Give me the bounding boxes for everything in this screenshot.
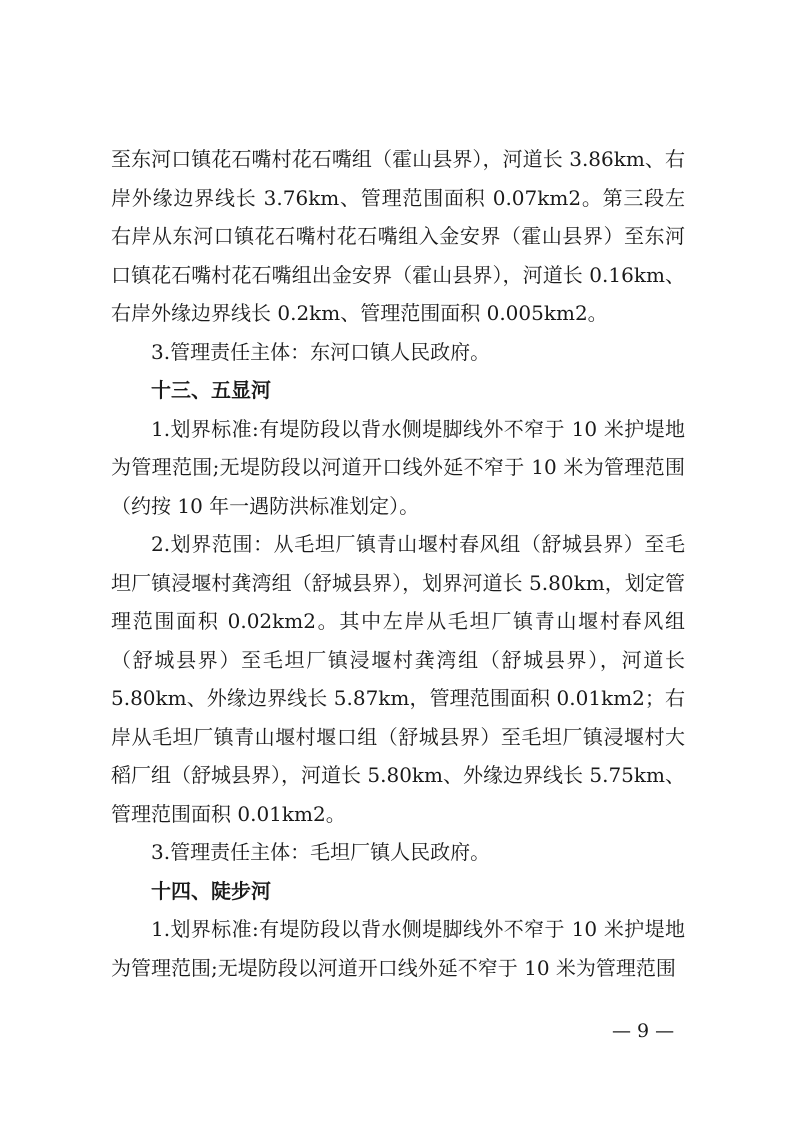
paragraph-responsibility-13-prev: 3.管理责任主体：东河口镇人民政府。 <box>151 339 491 364</box>
page-number: — 9 — <box>612 1020 675 1042</box>
paragraph-demarcation-standard: 1.划界标准:有堤防段以背水侧堤脚线外不窄于 10 米护堤地为管理范围;无堤防段以河道开口线外延不窄于 10 米为管理范围（约按 10 年一遇防洪标准划定）。 <box>111 416 685 518</box>
paragraph-responsibility: 3.管理责任主体：毛坦厂镇人民政府。 <box>151 840 491 864</box>
paragraph-demarcation-range: 2.划界范围：从毛坦厂镇青山堰村春风组（舒城县界）至毛坦厂镇浸堰村龚湾组（舒城县界），划界河道长 5.80km，划定管理范围面积 0.02km2。其中左岸从毛坦厂镇青山堰村春风组（舒城县界）至毛坦厂镇浸堰村龚湾组（舒城县界），河道长 5.80km、外缘边界线长 5.87km，管理范围面积 0.01km2；右岸从毛坦厂镇青山堰村堰口组（舒城县界）至毛坦厂镇浸堰村大稻厂组（舒城县界），河道长 5.80km、外缘边界线长 5.75km、管理范围面积 0.01km2。 <box>111 532 685 826</box>
paragraph-demarcation-standard-2: 1.划界标准:有堤防段以背水侧堤脚线外不窄于 10 米护堤地为管理范围;无堤防段以河道开口线外延不窄于 10 米为管理范围 <box>111 917 685 980</box>
document-body <box>111 140 685 987</box>
section-heading-wuxian-river: 十三、五显河 <box>151 378 271 402</box>
section-heading-doubu-river: 十四、陡步河 <box>151 878 271 903</box>
paragraph-continuation: 至东河口镇花石嘴村花石嘴组（霍山县界），河道长 3.86km、右岸外缘边界线长 3.76km、管理范围面积 0.07km2。第三段左右岸从东河口镇花石嘴村花石嘴组入金安界（霍山县界）至东河口镇花石嘴村花石嘴组出金安界（霍山县界），河道长 0.16km、右岸外缘边界线长 0.2km、管理范围面积 0.005km2。 <box>111 147 685 325</box>
